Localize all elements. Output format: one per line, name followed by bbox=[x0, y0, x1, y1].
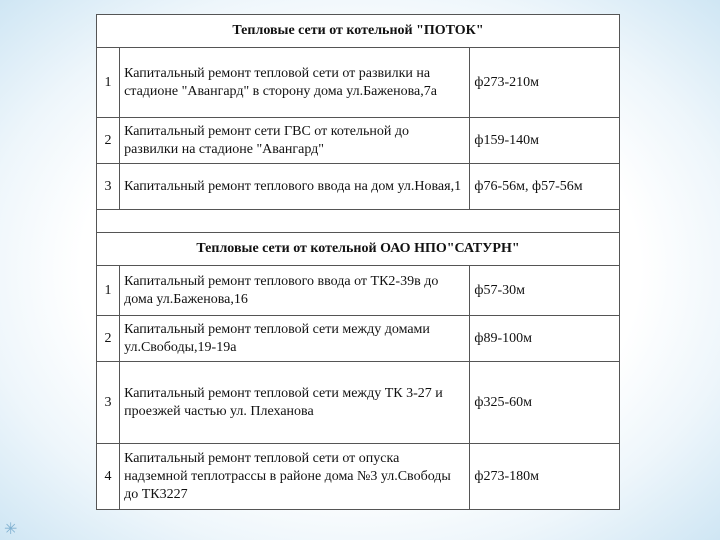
pipe-dimension: ф76-56м, ф57-56м bbox=[470, 164, 620, 210]
row-number: 2 bbox=[97, 316, 120, 362]
table-row bbox=[97, 362, 620, 444]
row-number: 4 bbox=[97, 444, 120, 510]
work-description: Капитальный ремонт тепловой сети от опуска надземной теплотрассы в районе дома №3 ул.Свободы до ТК3227 bbox=[120, 444, 470, 510]
work-description: Капитальный ремонт тепловой сети между ТК 3-27 и проезжей частью ул. Плеханова bbox=[120, 362, 470, 444]
spacer-cell bbox=[97, 210, 620, 233]
works-table bbox=[96, 14, 620, 510]
table-row bbox=[97, 48, 620, 118]
row-number: 1 bbox=[97, 266, 120, 316]
row-number: 3 bbox=[97, 362, 120, 444]
row-number: 3 bbox=[97, 164, 120, 210]
work-description: Капитальный ремонт теплового ввода на дом ул.Новая,1 bbox=[120, 164, 470, 210]
work-description: Капитальный ремонт тепловой сети от развилки на стадионе "Авангард" в сторону дома ул.Баженова,7а bbox=[120, 48, 470, 118]
table-row bbox=[97, 164, 620, 210]
row-number: 2 bbox=[97, 118, 120, 164]
table-row bbox=[97, 444, 620, 510]
pipe-dimension: ф159-140м bbox=[470, 118, 620, 164]
pipe-dimension: ф273-180м bbox=[470, 444, 620, 510]
table-row bbox=[97, 118, 620, 164]
pipe-dimension: ф57-30м bbox=[470, 266, 620, 316]
work-description: Капитальный ремонт теплового ввода от ТК2-39в до дома ул.Баженова,16 bbox=[120, 266, 470, 316]
work-description: Капитальный ремонт сети ГВС от котельной до развилки на стадионе "Авангард" bbox=[120, 118, 470, 164]
pipe-dimension: ф273-210м bbox=[470, 48, 620, 118]
section-title: Тепловые сети от котельной ОАО НПО"САТУРН" bbox=[97, 233, 620, 266]
row-number: 1 bbox=[97, 48, 120, 118]
section-header-row bbox=[97, 15, 620, 48]
asterisk-icon: ✳ bbox=[4, 519, 18, 538]
work-description: Капитальный ремонт тепловой сети между домами ул.Свободы,19-19а bbox=[120, 316, 470, 362]
section-title: Тепловые сети от котельной "ПОТОК" bbox=[97, 15, 620, 48]
pipe-dimension: ф89-100м bbox=[470, 316, 620, 362]
section-header-row bbox=[97, 233, 620, 266]
table-row bbox=[97, 266, 620, 316]
section-spacer bbox=[97, 210, 620, 233]
table-row bbox=[97, 316, 620, 362]
pipe-dimension: ф325-60м bbox=[470, 362, 620, 444]
